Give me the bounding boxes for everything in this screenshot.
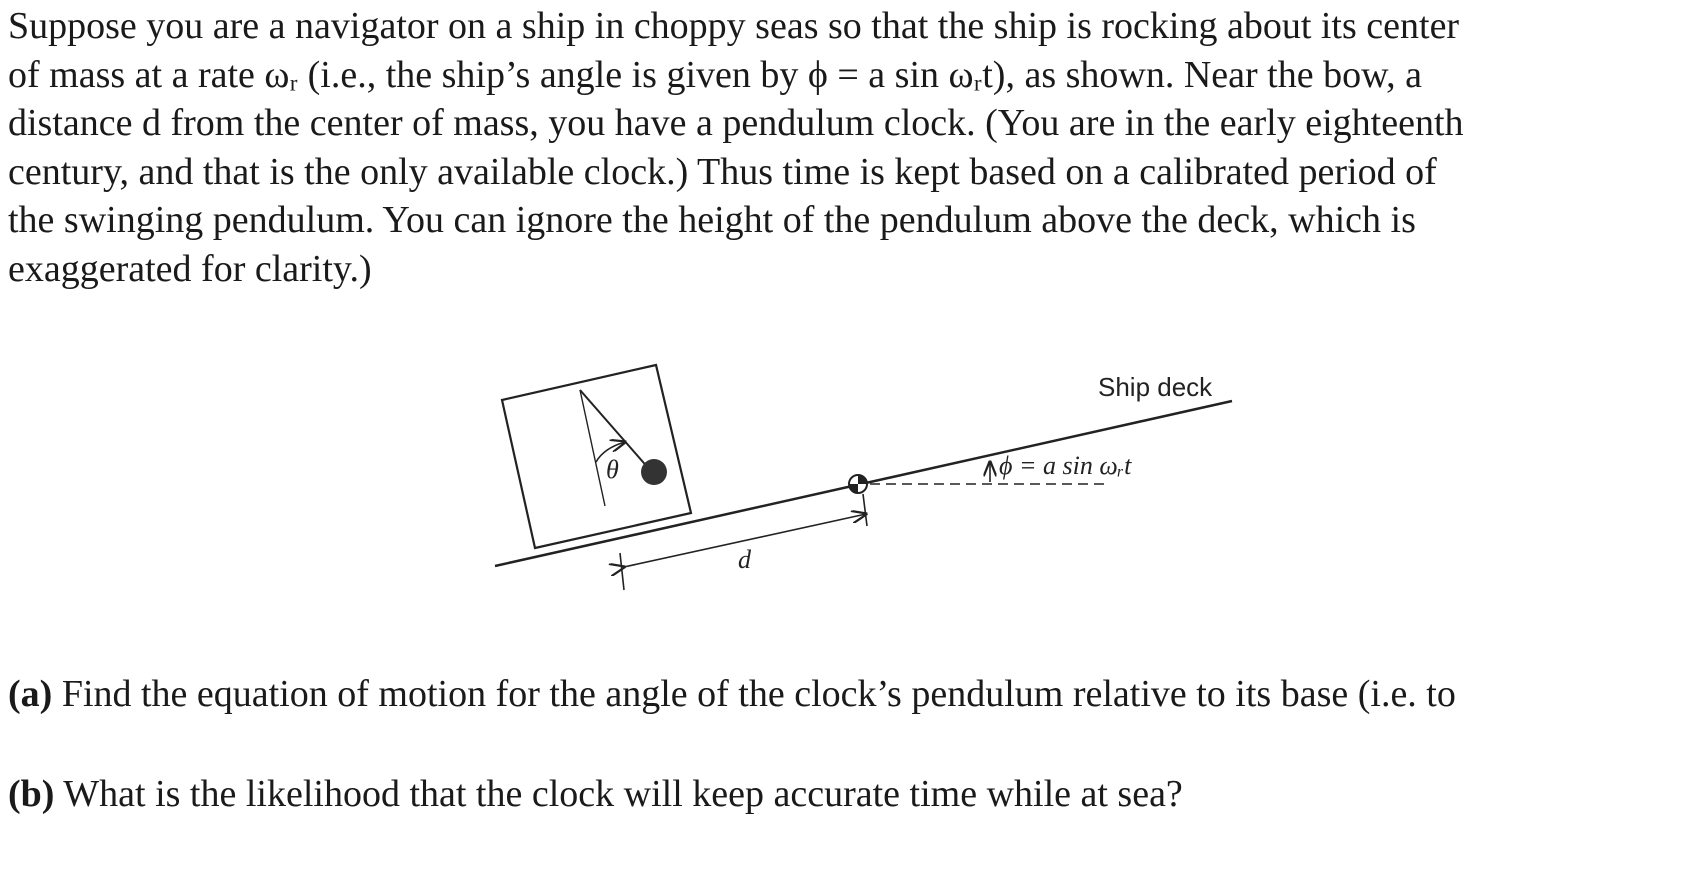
question-a bbox=[8, 672, 1456, 716]
ship-pendulum-diagram bbox=[480, 360, 1240, 600]
phi-label: ϕ = a sin ωᵣt bbox=[999, 451, 1132, 480]
statement-line-1: Suppose you are a navigator on a ship in choppy seas so that the ship is rocking about its center bbox=[8, 5, 1460, 47]
pendulum-bob bbox=[641, 459, 667, 485]
d-tick-left bbox=[620, 553, 624, 590]
box-vertical-reference bbox=[580, 390, 605, 506]
problem-statement bbox=[8, 2, 1680, 293]
question-b bbox=[8, 772, 1183, 816]
question-b-text: What is the likelihood that the clock will keep accurate time while at sea? bbox=[63, 773, 1183, 815]
question-a-text: Find the equation of motion for the angle of the clock’s pendulum relative to its base (i.e. to bbox=[61, 673, 1456, 715]
statement-line-6: exaggerated for clarity.) bbox=[8, 247, 372, 290]
d-label: d bbox=[738, 545, 751, 574]
statement-line-5: the swinging pendulum. You can ignore the height of the pendulum above the deck, which is bbox=[8, 199, 1416, 241]
clock-box bbox=[502, 365, 691, 548]
statement-line-4: century, and that is the only available clock.) Thus time is kept based on a calibrated period of bbox=[8, 150, 1437, 193]
ship-deck-label: Ship deck bbox=[1098, 372, 1213, 402]
statement-line-3: distance d from the center of mass, you have a pendulum clock. (You are in the early eighteenth bbox=[8, 102, 1464, 144]
d-tick-right bbox=[863, 494, 867, 526]
question-b-label: (b) bbox=[8, 773, 55, 815]
theta-label: θ bbox=[606, 455, 619, 484]
question-a-label: (a) bbox=[8, 673, 53, 715]
center-of-mass-icon bbox=[849, 475, 867, 493]
statement-line-2: of mass at a rate ωᵣ (i.e., the ship’s angle is given by ϕ = a sin ωᵣt), as shown. Near the bow, a bbox=[8, 53, 1422, 96]
